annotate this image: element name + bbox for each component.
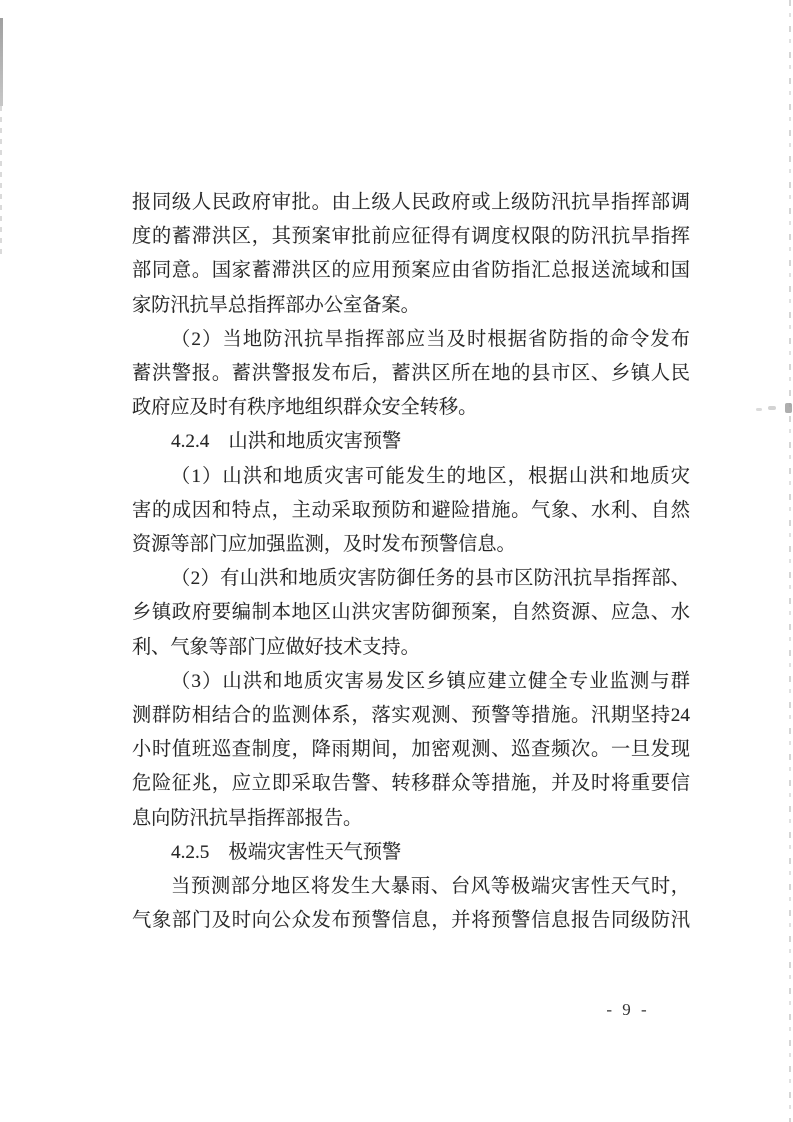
- page-number: - 9 -: [606, 1000, 650, 1019]
- text-line: 息向防汛抗旱指挥部报告。: [132, 807, 363, 829]
- text-line: 度的蓄滞洪区，其预案审批前应征得有调度权限的防汛抗旱指挥: [132, 226, 690, 248]
- text-line: 害的成因和特点，主动采取预防和避险措施。气象、水利、自然: [132, 499, 690, 521]
- text-line: 乡镇政府要编制本地区山洪灾害防御预案，自然资源、应急、水: [132, 602, 690, 624]
- scan-edge-artifact-right: [789, 0, 791, 1122]
- text-line: （2）当地防汛抗旱指挥部应当及时根据省防指的命令发布: [171, 328, 690, 350]
- text-line: 4.2.4 山洪和地质灾害预警: [171, 431, 402, 453]
- scan-speck: [785, 403, 792, 413]
- text-line: 部同意。国家蓄滞洪区的应用预案应由省防指汇总报送流域和国: [132, 260, 690, 282]
- text-line: 政府应及时有秩序地组织群众安全转移。: [132, 397, 478, 419]
- scan-speck: [756, 408, 762, 411]
- text-line: 气象部门及时向公众发布预警信息，并将预警信息报告同级防汛: [132, 910, 690, 932]
- text-line: 资源等部门应加强监测，及时发布预警信息。: [132, 534, 516, 556]
- text-line: （3）山洪和地质灾害易发区乡镇应建立健全专业监测与群: [171, 670, 690, 692]
- document-text-block: [132, 186, 690, 938]
- scan-edge-artifact-left-faint: [0, 106, 2, 256]
- text-line: 报同级人民政府审批。由上级人民政府或上级防汛抗旱指挥部调: [132, 192, 690, 213]
- text-line: 小时值班巡查制度，降雨期间，加密观测、巡查频次。一旦发现: [132, 739, 690, 761]
- text-line: 家防汛抗旱总指挥部办公室备案。: [132, 294, 420, 316]
- scan-edge-artifact-left: [0, 18, 3, 106]
- text-line: 测群防相结合的监测体系，落实观测、预警等措施。汛期坚持24: [132, 705, 690, 727]
- text-line: 当预测部分地区将发生大暴雨、台风等极端灾害性天气时，: [171, 876, 690, 898]
- text-line: 危险征兆，应立即采取告警、转移群众等措施，并及时将重要信: [132, 773, 690, 795]
- text-line: （1）山洪和地质灾害可能发生的地区，根据山洪和地质灾: [171, 465, 690, 487]
- text-line: 利、气象等部门应做好技术支持。: [132, 636, 420, 658]
- text-line: 蓄洪警报。蓄洪警报发布后，蓄洪区所在地的县市区、乡镇人民: [132, 363, 690, 385]
- scan-speck: [768, 406, 776, 410]
- text-line: （2）有山洪和地质灾害防御任务的县市区防汛抗旱指挥部、: [171, 568, 690, 590]
- text-line: 4.2.5 极端灾害性天气预警: [171, 841, 402, 863]
